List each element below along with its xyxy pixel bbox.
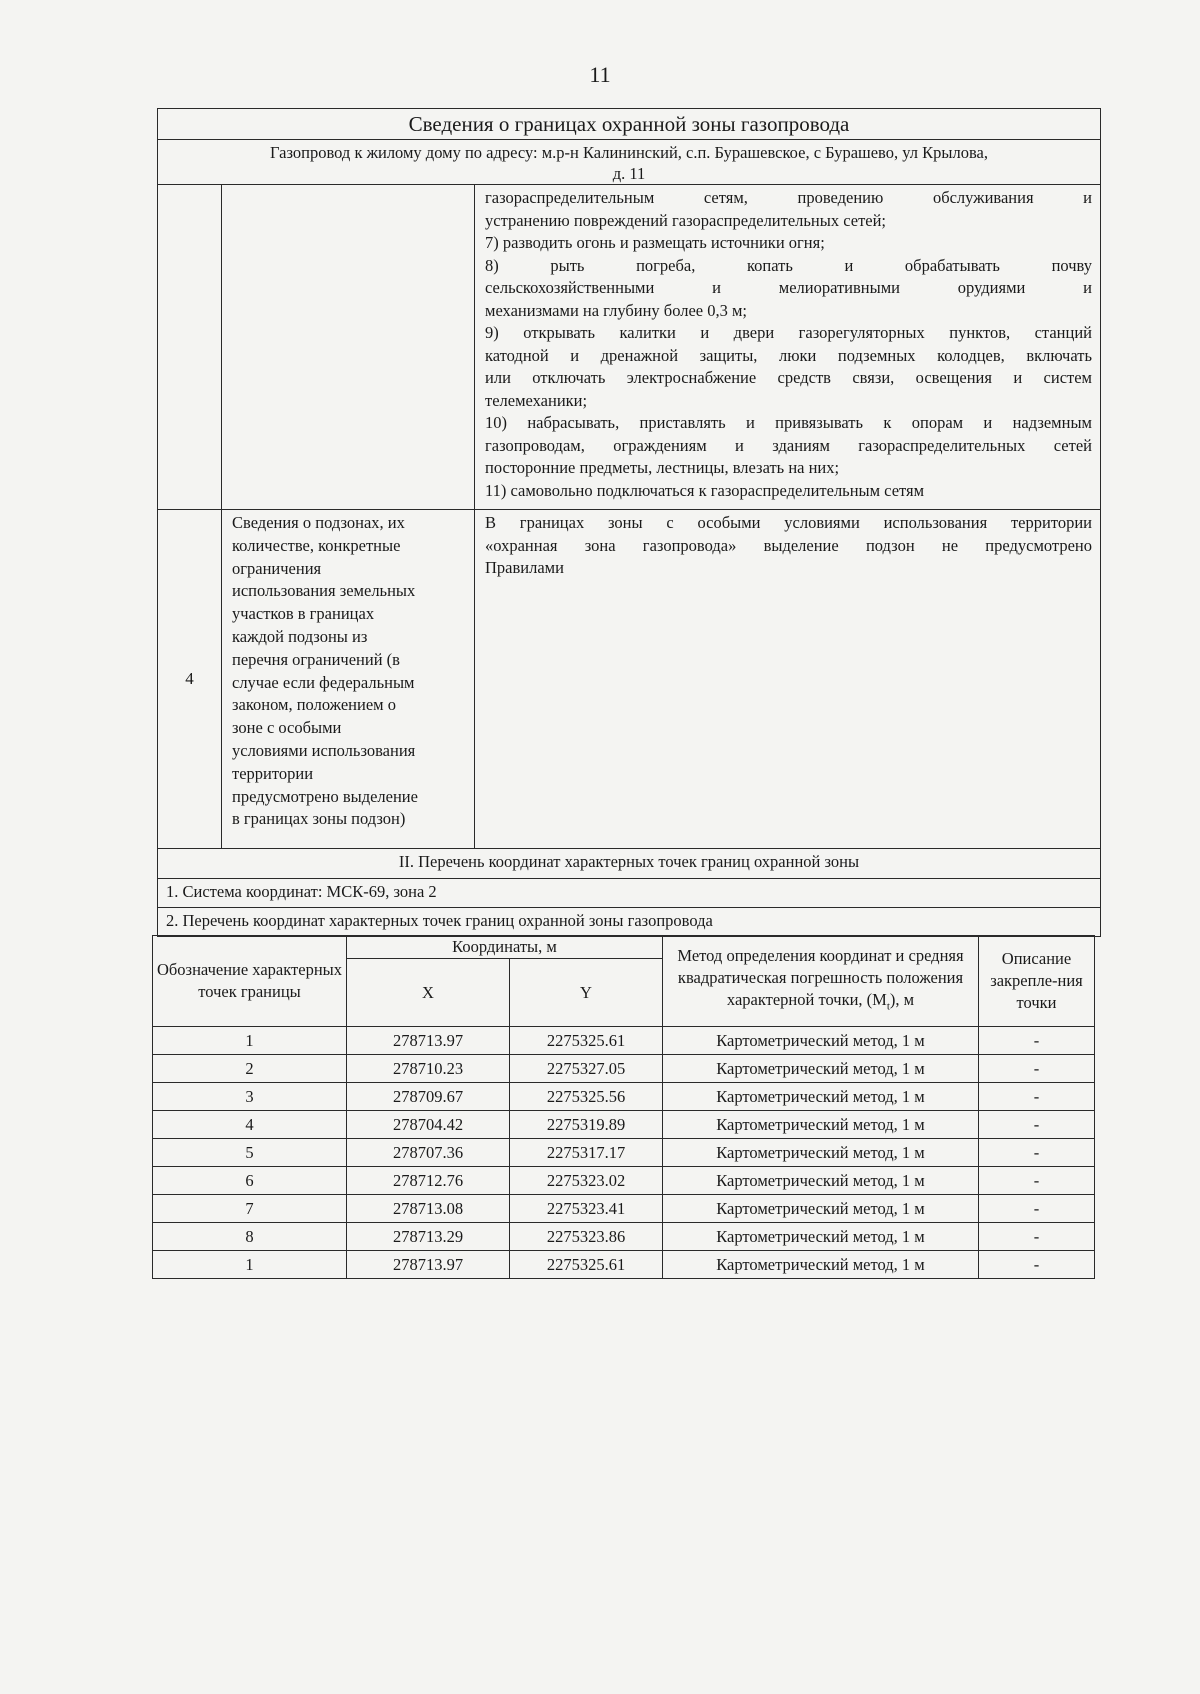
- cell-method: Картометрический метод, 1 м: [663, 1167, 979, 1195]
- cell-desc: -: [979, 1139, 1095, 1167]
- label-line: каждой подзоны из: [232, 626, 368, 646]
- cell-method: Картометрический метод, 1 м: [663, 1251, 979, 1279]
- cell-y: 2275325.61: [510, 1027, 663, 1055]
- empty-label-cell: [222, 185, 475, 510]
- cell-method: Картометрический метод, 1 м: [663, 1195, 979, 1223]
- cell-x: 278713.08: [347, 1195, 510, 1223]
- cell-desc: -: [979, 1111, 1095, 1139]
- table-row: [153, 1195, 1095, 1223]
- table-row: [153, 1027, 1095, 1055]
- label-line: Сведения о подзонах, их: [232, 513, 405, 532]
- cell-point: 4: [153, 1111, 347, 1139]
- cell-y: 2275323.41: [510, 1195, 663, 1223]
- text-line: 11) самовольно подключаться к газораспределительным сетям: [485, 480, 925, 500]
- cell-method: Картометрический метод, 1 м: [663, 1055, 979, 1083]
- cell-point: 1: [153, 1251, 347, 1279]
- table-row: [153, 1251, 1095, 1279]
- cell-x: 278712.76: [347, 1167, 510, 1195]
- label-line: ограничения: [232, 558, 322, 578]
- cell-x: 278709.67: [347, 1083, 510, 1111]
- subzone-label: [222, 510, 475, 849]
- cell-desc: -: [979, 1223, 1095, 1251]
- col-point-header: Обозначение характерных точек границы: [153, 936, 347, 1027]
- label-line: перечня ограничений (в: [232, 649, 400, 669]
- cell-x: 278713.97: [347, 1251, 510, 1279]
- cell-x: 278713.29: [347, 1223, 510, 1251]
- label-line: использования земельных: [232, 581, 416, 601]
- cell-point: 2: [153, 1055, 347, 1083]
- coord-system: 1. Система координат: МСК-69, зона 2: [158, 879, 1101, 908]
- cell-desc: -: [979, 1251, 1095, 1279]
- cell-point: 5: [153, 1139, 347, 1167]
- cell-method: Картометрический метод, 1 м: [663, 1139, 979, 1167]
- text-line: В границах зоны с особыми условиями использования территории: [485, 513, 1092, 532]
- cell-point: 1: [153, 1027, 347, 1055]
- label-line: законом, положением о: [232, 695, 396, 715]
- text-line: 8) рыть погреба, копать и обрабатывать почву: [485, 255, 1092, 275]
- cell-y: 2275325.61: [510, 1251, 663, 1279]
- text-line: или отключать электроснабжение средств связи, освещения и систем: [485, 368, 1092, 387]
- row-number: 4: [158, 510, 222, 849]
- cell-x: 278707.36: [347, 1139, 510, 1167]
- text-line: газораспределительным сетям, проведению обслуживания и: [485, 188, 1092, 207]
- col-coords-header: Координаты, м: [347, 936, 663, 959]
- label-line: зоне с особыми: [232, 718, 342, 738]
- label-line: предусмотрено выделение: [232, 786, 418, 806]
- table-row: [153, 1223, 1095, 1251]
- subtitle-line: Газопровод к жилому дому по адресу: м.р-н Калининский, с.п. Бурашевское, с Бурашево, ул Крылова,: [270, 143, 988, 162]
- text-line: «охранная зона газопровода» выделение подзон не предусмотрено: [485, 535, 1092, 555]
- cell-y: 2275317.17: [510, 1139, 663, 1167]
- table-row: [153, 1111, 1095, 1139]
- text-line: газопроводам, ограждениям и зданиям газораспределительных сетей: [485, 435, 1092, 455]
- col-x-header: X: [347, 959, 510, 1027]
- coords-table: [152, 935, 1095, 1279]
- cell-method: Картометрический метод, 1 м: [663, 1083, 979, 1111]
- label-line: территории: [232, 763, 314, 783]
- subtitle-line: д. 11: [612, 164, 646, 183]
- text-line: 7) разводить огонь и размещать источники огня;: [485, 233, 825, 252]
- page-number: 11: [589, 62, 611, 87]
- cell-x: 278710.23: [347, 1055, 510, 1083]
- cell-method: Картометрический метод, 1 м: [663, 1223, 979, 1251]
- text-line: механизмами на глубину более 0,3 м;: [485, 300, 748, 320]
- cell-point: 3: [153, 1083, 347, 1111]
- text-line: 9) открывать калитки и двери газорегуляторных пунктов, станций: [485, 323, 1092, 342]
- text-line: Правилами: [485, 558, 564, 577]
- text-line: телемеханики;: [485, 390, 588, 410]
- text-line: устранению повреждений газораспределительных сетей;: [485, 210, 887, 230]
- col-desc-header: Описание закрепле-ния точки: [979, 936, 1095, 1027]
- cell-desc: -: [979, 1083, 1095, 1111]
- label-line: количестве, конкретные: [232, 535, 401, 555]
- cell-method: Картометрический метод, 1 м: [663, 1027, 979, 1055]
- section-title: II. Перечень координат характерных точек границ охранной зоны: [158, 849, 1101, 879]
- cell-method: Картометрический метод, 1 м: [663, 1111, 979, 1139]
- table-row: [153, 1167, 1095, 1195]
- table-subtitle: [158, 140, 1101, 185]
- text-line: катодной и дренажной защиты, люки подземных колодцев, включать: [485, 345, 1092, 365]
- table-row: [153, 1139, 1095, 1167]
- text-line: 10) набрасывать, приставлять и привязывать к опорам и надземным: [485, 413, 1092, 432]
- cell-y: 2275319.89: [510, 1111, 663, 1139]
- label-line: в границах зоны подзон): [232, 809, 406, 829]
- text-line: посторонние предметы, лестницы, влезать на них;: [485, 458, 840, 477]
- label-line: случае если федеральным: [232, 672, 415, 692]
- cell-desc: -: [979, 1055, 1095, 1083]
- cell-x: 278713.97: [347, 1027, 510, 1055]
- label-line: участков в границах: [232, 604, 375, 624]
- cell-y: 2275325.56: [510, 1083, 663, 1111]
- list-title: 2. Перечень координат характерных точек границ охранной зоны газопровода: [158, 908, 1101, 937]
- cell-point: 8: [153, 1223, 347, 1251]
- cell-point: 6: [153, 1167, 347, 1195]
- col-method-header: Метод определения координат и средняя квадратическая погрешность положения характерной точки, $(M_t)$, м: [663, 936, 979, 1027]
- text-line: сельскохозяйственными и мелиоративными орудиями и: [485, 278, 1092, 297]
- cell-desc: -: [979, 1195, 1095, 1223]
- table-row: [153, 1083, 1095, 1111]
- cell-y: 2275323.86: [510, 1223, 663, 1251]
- cell-point: 7: [153, 1195, 347, 1223]
- cell-desc: -: [979, 1167, 1095, 1195]
- cell-y: 2275327.05: [510, 1055, 663, 1083]
- table-title: Сведения о границах охранной зоны газопровода: [158, 109, 1101, 140]
- empty-number-cell: [158, 185, 222, 510]
- cell-x: 278704.42: [347, 1111, 510, 1139]
- table-row: [153, 1055, 1095, 1083]
- cell-desc: -: [979, 1027, 1095, 1055]
- restrictions-cell: [475, 185, 1101, 510]
- col-y-header: Y: [510, 959, 663, 1027]
- label-line: условиями использования: [232, 740, 416, 760]
- subzone-value: [475, 510, 1101, 849]
- zone-info-table: [157, 108, 1101, 937]
- cell-y: 2275323.02: [510, 1167, 663, 1195]
